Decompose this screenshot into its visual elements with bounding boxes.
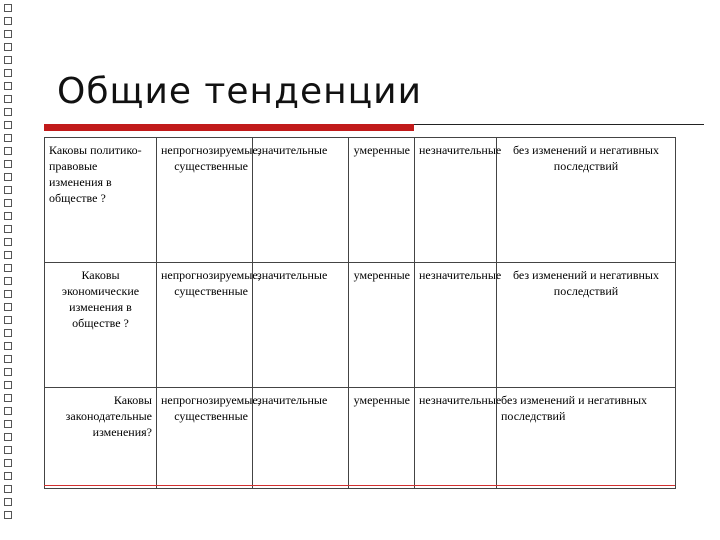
answer-cell: значительные	[253, 388, 349, 489]
trends-table	[44, 137, 676, 489]
margin-decoration	[0, 0, 16, 540]
answer-cell: умеренные	[349, 388, 415, 489]
margin-square	[4, 498, 12, 506]
table-row	[45, 263, 676, 388]
margin-square	[4, 251, 12, 259]
margin-square	[4, 134, 12, 142]
margin-square	[4, 147, 12, 155]
margin-square	[4, 342, 12, 350]
margin-square	[4, 17, 12, 25]
margin-square	[4, 329, 12, 337]
table-row	[45, 138, 676, 263]
answer-cell: значительные	[253, 138, 349, 263]
margin-square	[4, 485, 12, 493]
answer-cell: незначительные	[415, 388, 497, 489]
margin-square	[4, 82, 12, 90]
answer-cell: значительные	[253, 263, 349, 388]
margin-square	[4, 212, 12, 220]
margin-square	[4, 381, 12, 389]
margin-square	[4, 95, 12, 103]
margin-square	[4, 316, 12, 324]
margin-square	[4, 121, 12, 129]
margin-square	[4, 225, 12, 233]
question-cell: Каковы законодательные изменения?	[45, 388, 157, 489]
margin-square	[4, 420, 12, 428]
page-title: Общие тенденции	[57, 71, 422, 112]
margin-square	[4, 4, 12, 12]
margin-square	[4, 394, 12, 402]
margin-square	[4, 368, 12, 376]
answer-cell: непрогнозируемые, существенные	[157, 388, 253, 489]
bottom-accent-line	[44, 485, 675, 486]
answer-cell: без изменений и негативных последствий	[497, 138, 676, 263]
margin-square	[4, 160, 12, 168]
answer-cell: непрогнозируемые, существенные	[157, 263, 253, 388]
margin-square	[4, 355, 12, 363]
margin-square	[4, 407, 12, 415]
margin-square	[4, 199, 12, 207]
margin-square	[4, 69, 12, 77]
margin-square	[4, 459, 12, 467]
table-row	[45, 388, 676, 489]
question-cell: Каковы экономические изменения в обществе ?	[45, 263, 157, 388]
margin-square	[4, 277, 12, 285]
answer-cell: без изменений и негативных последствий	[497, 388, 676, 489]
title-accent-bar	[44, 124, 414, 131]
margin-square	[4, 56, 12, 64]
margin-square	[4, 186, 12, 194]
margin-square	[4, 472, 12, 480]
margin-square	[4, 433, 12, 441]
question-cell: Каковы политико-правовые изменения в обществе ?	[45, 138, 157, 263]
answer-cell: незначительные	[415, 138, 497, 263]
margin-square	[4, 303, 12, 311]
margin-square	[4, 511, 12, 519]
margin-square	[4, 173, 12, 181]
answer-cell: незначительные	[415, 263, 497, 388]
margin-square	[4, 238, 12, 246]
margin-square	[4, 446, 12, 454]
answer-cell: умеренные	[349, 138, 415, 263]
answer-cell: умеренные	[349, 263, 415, 388]
margin-square	[4, 108, 12, 116]
margin-square	[4, 43, 12, 51]
margin-square	[4, 264, 12, 272]
answer-cell: непрогнозируемые, существенные	[157, 138, 253, 263]
answer-cell: без изменений и негативных последствий	[497, 263, 676, 388]
margin-square	[4, 30, 12, 38]
margin-square	[4, 290, 12, 298]
